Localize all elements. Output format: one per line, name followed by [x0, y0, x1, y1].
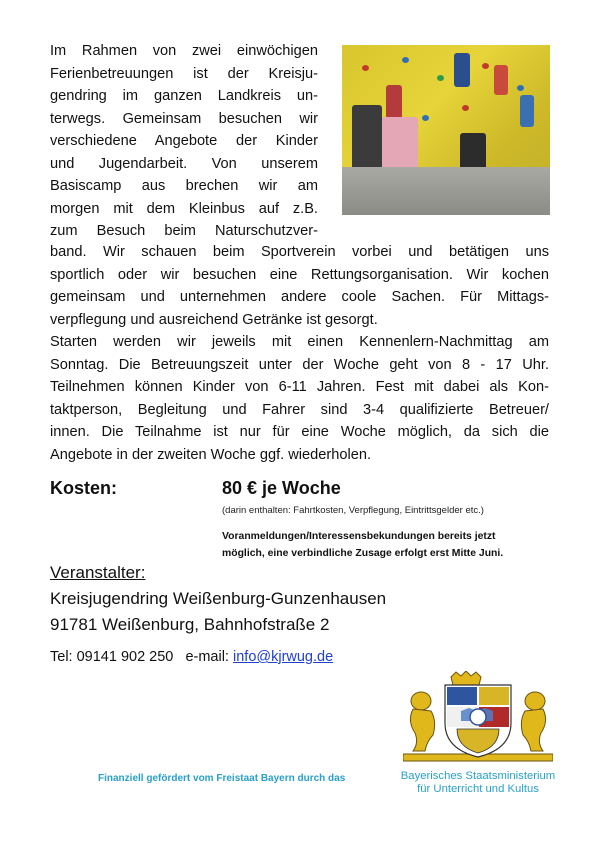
body-line: innen. Die Teilnahme ist nur für eine Woche möglich, da sich die — [50, 424, 549, 440]
bavarian-coat-of-arms-logo — [403, 671, 553, 763]
intro-paragraph — [50, 40, 318, 243]
body-line: sportlich oder wir besuchen eine Rettungsorganisation. Wir kochen — [50, 266, 549, 283]
body-paragraph — [50, 241, 549, 466]
body-line: Starten werden wir jeweils mit einen Kennenlern-Nachmittag am — [50, 334, 549, 350]
costs-label: Kosten: — [50, 478, 117, 498]
phone-number: Tel: 09141 902 250 — [50, 649, 174, 665]
body-line: Sonntag. Die Betreuungszeit unter der Woche geht von 8 - 17 Uhr. — [50, 356, 549, 373]
climbing-wall-photo — [342, 45, 550, 215]
ministry-line: für Unterricht und Kultus — [417, 783, 539, 795]
intro-line: terwegs. Gemeinsam besuchen wir — [50, 110, 318, 127]
intro-line: zum Besuch beim Naturschutzver- — [50, 223, 318, 239]
costs-value: 80 € je Woche — [222, 478, 341, 498]
intro-line: morgen mit dem Kleinbus auf z.B. — [50, 200, 318, 217]
email-link[interactable]: info@kjrwug.de — [233, 649, 334, 665]
organizer-name: Kreisjugendring Weißenburg-Gunzenhausen — [50, 589, 387, 608]
funding-text: Finanziell gefördert vom Freistaat Bayern durch das — [98, 773, 346, 784]
email-label: e-mail: — [185, 649, 229, 665]
body-line: band. Wir schauen beim Sportverein vorbei und betätigen uns — [50, 244, 549, 260]
intro-line: verschiedene Angebote der Kinder — [50, 133, 318, 149]
organizer-heading: Veranstalter: — [50, 563, 146, 582]
body-line: taktperson, Begleitung und Fahrer sind 3-4 qualifizierte Betreuer/ — [50, 401, 549, 418]
ministry-name — [383, 770, 573, 796]
intro-line: und Jugendarbeit. Von unserem — [50, 155, 318, 172]
preregistration-line: möglich, eine verbindliche Zusage erfolgt erst Mitte Juni. — [222, 548, 504, 559]
body-line: verpflegung und ausreichend Getränke ist gesorgt. — [50, 311, 378, 328]
body-line: Teilnehmen können Kinder von 6-11 Jahren. Fest mit dabei als Kon- — [50, 379, 549, 395]
costs-note: (darin enthalten: Fahrtkosten, Verpflegung, Eintrittsgelder etc.) — [222, 505, 484, 516]
body-line: Angebote in der zweiten Woche ggf. wiederholen. — [50, 446, 371, 463]
ministry-line: Bayerisches Staatsministerium — [400, 770, 556, 782]
intro-line: Ferienbetreuungen ist der Kreisju- — [50, 65, 318, 82]
intro-line: gendring im ganzen Landkreis un- — [50, 88, 318, 104]
preregistration-line: Voranmeldungen/Interessensbekundungen bereits jetzt — [222, 531, 496, 542]
organizer-address: 91781 Weißenburg, Bahnhofstraße 2 — [50, 615, 330, 634]
contact-line — [50, 649, 333, 665]
preregistration-note — [222, 528, 552, 562]
body-line: gemeinsam und unternehmen andere coole Sachen. Für Mittags- — [50, 289, 549, 305]
intro-line: Basiscamp aus brechen wir am — [50, 178, 318, 194]
intro-line: Im Rahmen von zwei einwöchigen — [50, 43, 318, 59]
